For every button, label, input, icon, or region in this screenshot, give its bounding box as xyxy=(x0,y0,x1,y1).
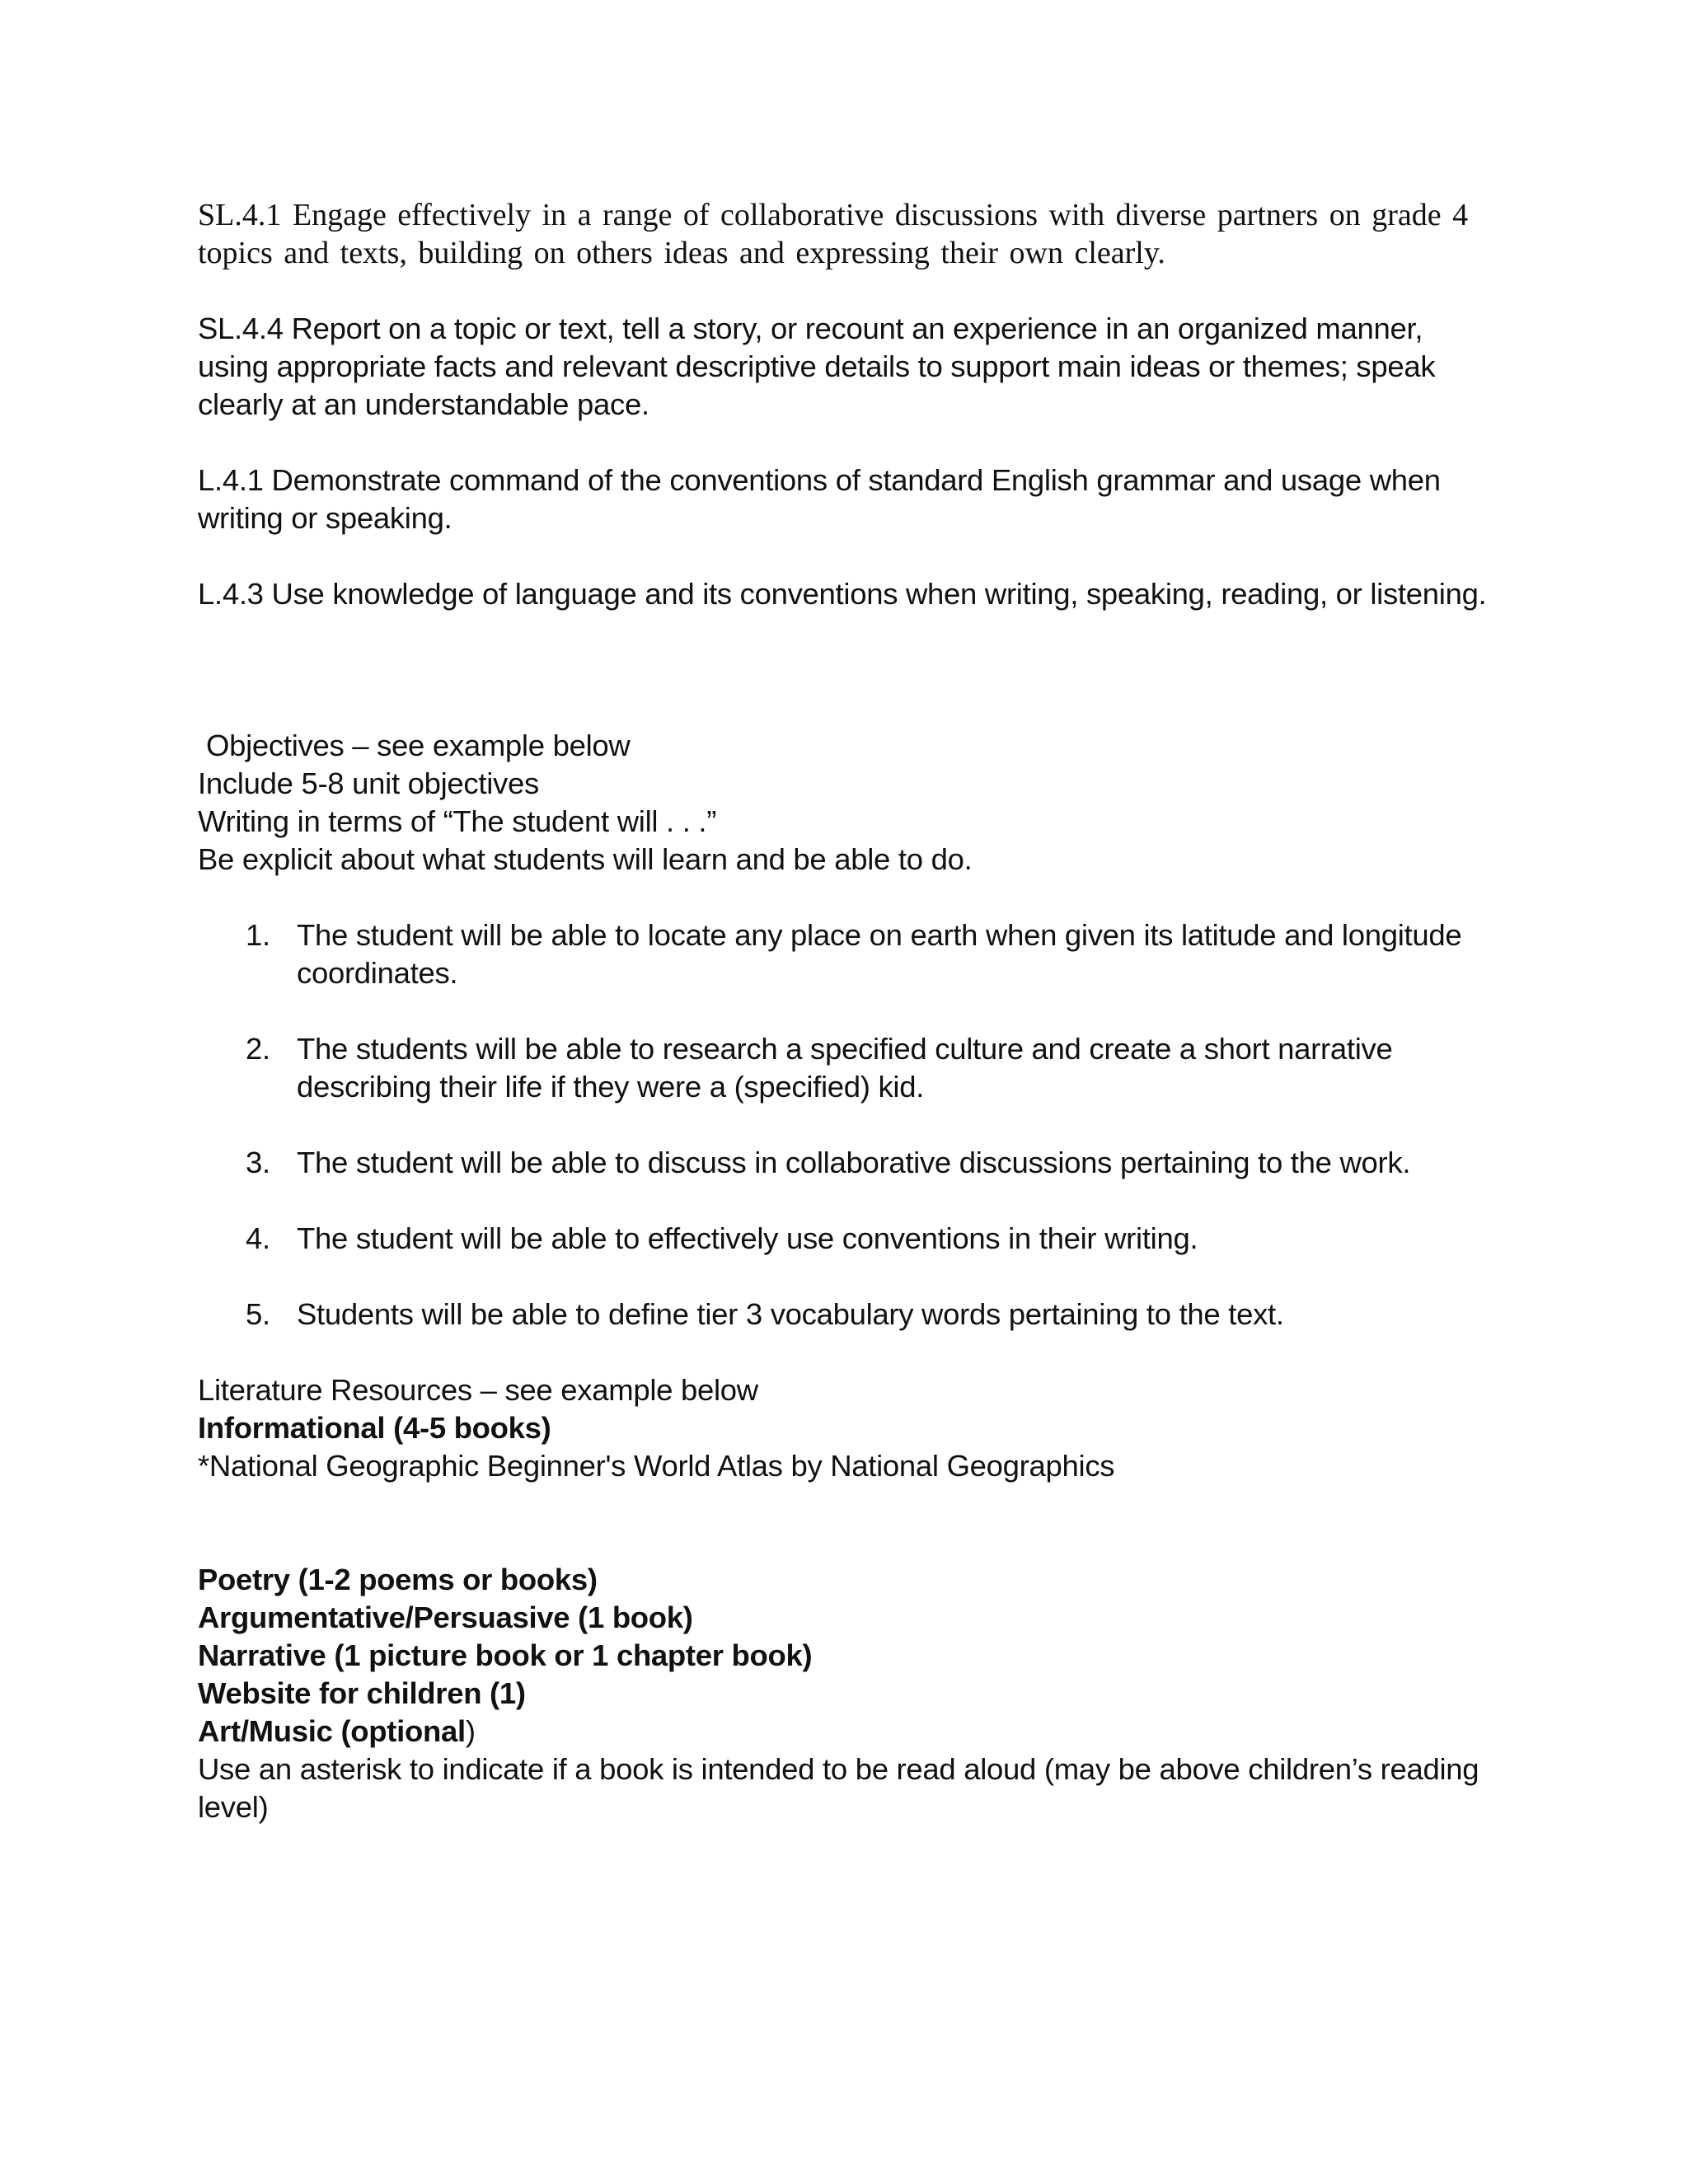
literature-heading: Literature Resources – see example below xyxy=(198,1373,758,1407)
art-music-close: ) xyxy=(465,1714,476,1748)
standard-l43 xyxy=(198,575,1500,613)
list-text: The student will be able to discuss in collaborative discussions pertaining to the work. xyxy=(297,1146,1411,1179)
list-number: 3. xyxy=(246,1146,270,1179)
informational-label: Informational (4-5 books) xyxy=(198,1411,551,1445)
list-item xyxy=(198,1296,1500,1333)
objectives-heading: Objectives – see example below xyxy=(206,729,631,762)
objectives-intro xyxy=(198,727,1500,879)
informational-item: *National Geographic Beginner's World Atlas by National Geographics xyxy=(198,1449,1115,1483)
list-text: The student will be able to effectively use conventions in their writing. xyxy=(297,1221,1198,1255)
list-text: The student will be able to locate any place on earth when given its latitude and longitude coordinates. xyxy=(297,918,1462,990)
website-label: Website for children (1) xyxy=(198,1676,526,1710)
standard-sl44 xyxy=(198,310,1500,424)
art-music-label: Art/Music (optional xyxy=(198,1714,466,1748)
objectives-wording-note: Writing in terms of “The student will . . .” xyxy=(198,804,717,838)
art-music-line xyxy=(198,1713,1500,1750)
standard-text: Report on a topic or text, tell a story, or recount an experience in an organized manner, using appropriate facts and relevant descriptive details to support main ideas or themes; speak clearly at an understandable pace. xyxy=(198,312,1436,421)
argumentative-label: Argumentative/Persuasive (1 book) xyxy=(198,1601,693,1634)
list-number: 5. xyxy=(246,1297,270,1331)
list-number: 2. xyxy=(246,1032,270,1066)
standard-sl41 xyxy=(198,196,1500,272)
standard-code: SL.4.1 xyxy=(198,198,282,232)
objectives-count-note: Include 5-8 unit objectives xyxy=(198,766,539,800)
genre-requirements xyxy=(198,1561,1500,1826)
list-item xyxy=(198,1220,1500,1258)
standard-text: Use knowledge of language and its conventions when writing, speaking, reading, or listening. xyxy=(271,577,1487,611)
standard-l41 xyxy=(198,462,1500,537)
standard-text: Demonstrate command of the conventions of standard English grammar and usage when writing or speaking. xyxy=(198,463,1441,535)
standard-text: Engage effectively in a range of collaborative discussions with diverse partners on grade 4 topics and texts, building on others ideas and expressing their own clearly. xyxy=(198,198,1469,270)
objectives-list xyxy=(198,916,1500,1333)
spacer xyxy=(198,613,1500,727)
document-content xyxy=(198,196,1500,1826)
read-aloud-note: Use an asterisk to indicate if a book is intended to be read aloud (may be above children’s reading level) xyxy=(198,1752,1479,1824)
literature-resources xyxy=(198,1371,1500,1485)
list-item xyxy=(198,916,1500,992)
list-text: The students will be able to research a specified culture and create a short narrative describing their life if they were a (specified) kid. xyxy=(297,1032,1393,1104)
list-text: Students will be able to define tier 3 vocabulary words pertaining to the text. xyxy=(297,1297,1284,1331)
list-item xyxy=(198,1144,1500,1182)
narrative-label: Narrative (1 picture book or 1 chapter book) xyxy=(198,1638,813,1672)
standard-code: L.4.3 xyxy=(198,577,264,611)
standard-code: L.4.1 xyxy=(198,463,264,497)
list-item xyxy=(198,1030,1500,1106)
objectives-explicit-note: Be explicit about what students will learn and be able to do. xyxy=(198,842,973,876)
list-number: 1. xyxy=(246,918,270,952)
list-number: 4. xyxy=(246,1221,270,1255)
spacer xyxy=(198,1485,1500,1561)
poetry-label: Poetry (1-2 poems or books) xyxy=(198,1563,598,1596)
standard-code: SL.4.4 xyxy=(198,312,284,345)
